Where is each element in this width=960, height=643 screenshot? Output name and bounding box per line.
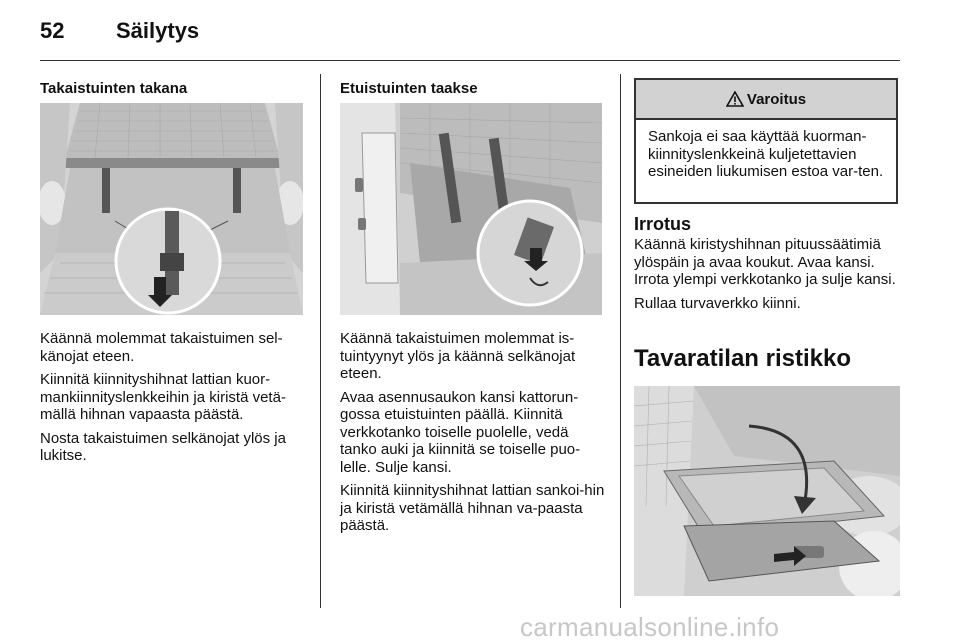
left-column-heading-box: [40, 80, 306, 98]
watermark: carmanualsonline.info: [520, 612, 780, 642]
removal-heading: Irrotus: [634, 214, 692, 234]
cargo-net-rear-seat-illustration: [40, 103, 303, 315]
removal-paragraph-2: Rullaa turvaverkko kiinni.: [634, 294, 801, 312]
page-title: Säilytys: [116, 18, 200, 43]
left-paragraph-2: Kiinnitä kiinnityshihnat lattian kuor-mankiinnityslenkkeihin ja kiristä vetä-mällä hihnan vapaasta päästä.: [40, 371, 286, 423]
column-divider-left: [320, 74, 321, 608]
middle-column-heading-box: [340, 80, 606, 98]
cargo-net-front-seat-illustration: [340, 103, 602, 315]
column-divider-right: [620, 74, 621, 608]
middle-paragraph-3: Kiinnitä kiinnityshihnat lattian sankoi-hin ja kiristä vetämällä hihnan va-paasta päästä.: [340, 482, 605, 534]
left-paragraph-3: Nosta takaistuimen selkänojat ylös ja lukitse.: [40, 429, 286, 464]
middle-paragraph-2: Avaa asennusaukon kansi kattorun-gossa etuistuinten päällä. Kiinnitä verkkotanko toiselle puolelle, vedä tanko auki ja kiinnitä se toiselle puo-lelle. Sulje kansi.: [340, 388, 581, 476]
warning-text: Sankoja ei saa käyttää kuorman-kiinnityslenkkeinä kuljetettavien esineiden liukumisen estoa var-ten.: [648, 128, 884, 180]
left-column-text: [40, 330, 308, 471]
warning-title: Varoitus: [746, 90, 807, 108]
warning-box: [634, 78, 898, 204]
page-number: 52: [40, 18, 65, 43]
removal-paragraph-1: Käännä kiristyshihnan pituussäätimiä ylöspäin ja avaa koukut. Avaa kansi. Irrota ylempi verkkotanko ja sulje kansi.: [634, 236, 896, 288]
cargo-partition-illustration: [634, 386, 900, 596]
removal-section: [634, 214, 904, 318]
cargo-partition-heading: Tavaratilan ristikko: [634, 345, 851, 372]
header-rule: [40, 60, 900, 61]
left-section-heading: Takaistuinten takana: [40, 80, 188, 97]
left-paragraph-1: Käännä molemmat takaistuimen sel-känojat eteen.: [40, 330, 283, 365]
middle-section-heading: Etuistuinten taakse: [340, 80, 478, 97]
middle-column-text: [340, 330, 608, 541]
middle-paragraph-1: Käännä takaistuimen molemmat is-tuintyynyt ylös ja käännä selkänojat eteen.: [340, 330, 576, 382]
warning-header: [636, 80, 896, 120]
warning-triangle-icon: [726, 91, 744, 107]
